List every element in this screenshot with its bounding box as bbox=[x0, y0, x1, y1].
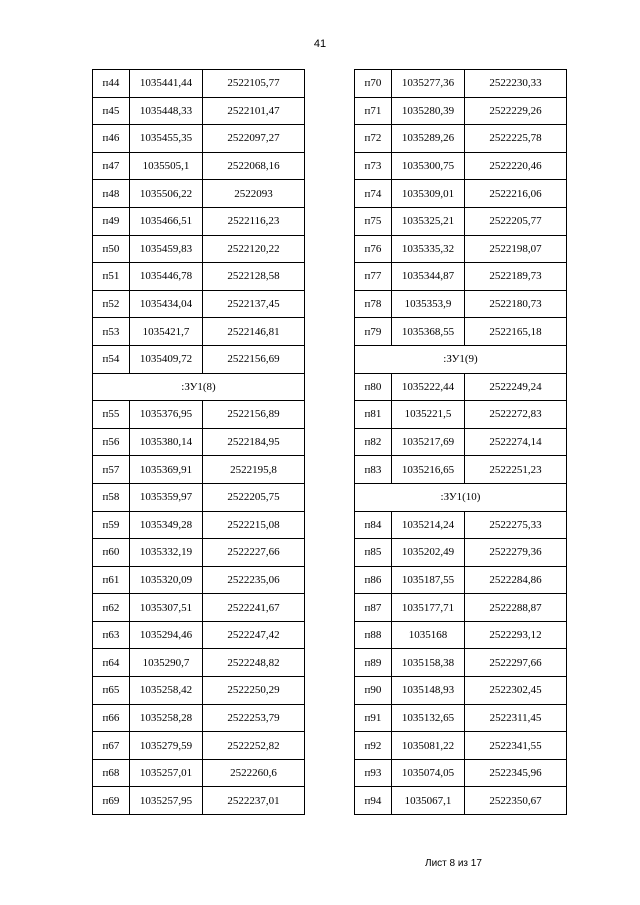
point-id-cell: п93 bbox=[355, 759, 392, 787]
x-coordinate-cell: 1035222,44 bbox=[392, 373, 465, 401]
coordinate-row bbox=[355, 621, 567, 649]
point-id-cell: п80 bbox=[355, 373, 392, 401]
x-coordinate-cell: 1035258,28 bbox=[130, 704, 203, 732]
y-coordinate-cell: 2522105,77 bbox=[203, 70, 305, 98]
y-coordinate-cell: 2522189,73 bbox=[465, 263, 567, 291]
coordinate-row bbox=[93, 511, 305, 539]
coordinate-row bbox=[355, 125, 567, 153]
coordinate-row bbox=[93, 207, 305, 235]
y-coordinate-cell: 2522229,26 bbox=[465, 97, 567, 125]
y-coordinate-cell: 2522302,45 bbox=[465, 677, 567, 705]
point-id-cell: п86 bbox=[355, 566, 392, 594]
coordinate-row bbox=[355, 373, 567, 401]
coordinate-row bbox=[355, 594, 567, 622]
point-id-cell: п58 bbox=[93, 483, 130, 511]
y-coordinate-cell: 2522274,14 bbox=[465, 428, 567, 456]
point-id-cell: п44 bbox=[93, 70, 130, 98]
x-coordinate-cell: 1035359,97 bbox=[130, 483, 203, 511]
point-id-cell: п69 bbox=[93, 787, 130, 815]
x-coordinate-cell: 1035074,05 bbox=[392, 759, 465, 787]
y-coordinate-cell: 2522216,06 bbox=[465, 180, 567, 208]
coordinate-row bbox=[355, 428, 567, 456]
x-coordinate-cell: 1035409,72 bbox=[130, 345, 203, 373]
y-coordinate-cell: 2522120,22 bbox=[203, 235, 305, 263]
point-id-cell: п47 bbox=[93, 152, 130, 180]
x-coordinate-cell: 1035280,39 bbox=[392, 97, 465, 125]
x-coordinate-cell: 1035258,42 bbox=[130, 677, 203, 705]
point-id-cell: п64 bbox=[93, 649, 130, 677]
coordinate-row bbox=[93, 318, 305, 346]
x-coordinate-cell: 1035168 bbox=[392, 621, 465, 649]
x-coordinate-cell: 1035505,1 bbox=[130, 152, 203, 180]
x-coordinate-cell: 1035344,87 bbox=[392, 263, 465, 291]
point-id-cell: п65 bbox=[93, 677, 130, 705]
x-coordinate-cell: 1035325,21 bbox=[392, 207, 465, 235]
coordinate-row bbox=[93, 594, 305, 622]
x-coordinate-cell: 1035448,33 bbox=[130, 97, 203, 125]
point-id-cell: п59 bbox=[93, 511, 130, 539]
x-coordinate-cell: 1035290,7 bbox=[130, 649, 203, 677]
y-coordinate-cell: 2522251,23 bbox=[465, 456, 567, 484]
y-coordinate-cell: 2522297,66 bbox=[465, 649, 567, 677]
y-coordinate-cell: 2522230,33 bbox=[465, 70, 567, 98]
x-coordinate-cell: 1035081,22 bbox=[392, 732, 465, 760]
x-coordinate-cell: 1035132,65 bbox=[392, 704, 465, 732]
x-coordinate-cell: 1035257,01 bbox=[130, 759, 203, 787]
point-id-cell: п85 bbox=[355, 539, 392, 567]
y-coordinate-cell: 2522237,01 bbox=[203, 787, 305, 815]
point-id-cell: п61 bbox=[93, 566, 130, 594]
point-id-cell: п76 bbox=[355, 235, 392, 263]
point-id-cell: п89 bbox=[355, 649, 392, 677]
coordinate-row bbox=[355, 511, 567, 539]
point-id-cell: п54 bbox=[93, 345, 130, 373]
coordinates-table-right bbox=[354, 69, 567, 815]
coordinate-row bbox=[93, 456, 305, 484]
coordinate-row bbox=[93, 483, 305, 511]
point-id-cell: п94 bbox=[355, 787, 392, 815]
point-id-cell: п72 bbox=[355, 125, 392, 153]
y-coordinate-cell: 2522345,96 bbox=[465, 759, 567, 787]
y-coordinate-cell: 2522288,87 bbox=[465, 594, 567, 622]
coordinate-row bbox=[355, 97, 567, 125]
y-coordinate-cell: 2522272,83 bbox=[465, 401, 567, 429]
coordinate-row bbox=[93, 621, 305, 649]
x-coordinate-cell: 1035216,65 bbox=[392, 456, 465, 484]
point-id-cell: п63 bbox=[93, 621, 130, 649]
y-coordinate-cell: 2522350,67 bbox=[465, 787, 567, 815]
x-coordinate-cell: 1035307,51 bbox=[130, 594, 203, 622]
x-coordinate-cell: 1035368,55 bbox=[392, 318, 465, 346]
point-id-cell: п66 bbox=[93, 704, 130, 732]
point-id-cell: п68 bbox=[93, 759, 130, 787]
x-coordinate-cell: 1035217,69 bbox=[392, 428, 465, 456]
point-id-cell: п87 bbox=[355, 594, 392, 622]
point-id-cell: п71 bbox=[355, 97, 392, 125]
x-coordinate-cell: 1035294,46 bbox=[130, 621, 203, 649]
coordinate-row bbox=[355, 152, 567, 180]
x-coordinate-cell: 1035441,44 bbox=[130, 70, 203, 98]
coordinate-row bbox=[355, 290, 567, 318]
point-id-cell: п91 bbox=[355, 704, 392, 732]
y-coordinate-cell: 2522260,6 bbox=[203, 759, 305, 787]
coordinate-row bbox=[355, 263, 567, 291]
coordinate-row bbox=[355, 207, 567, 235]
point-id-cell: п92 bbox=[355, 732, 392, 760]
point-id-cell: п78 bbox=[355, 290, 392, 318]
sheet-footer: Лист 8 из 17 bbox=[425, 858, 482, 869]
x-coordinate-cell: 1035320,09 bbox=[130, 566, 203, 594]
y-coordinate-cell: 2522275,33 bbox=[465, 511, 567, 539]
x-coordinate-cell: 1035202,49 bbox=[392, 539, 465, 567]
coordinate-row bbox=[93, 180, 305, 208]
x-coordinate-cell: 1035148,93 bbox=[392, 677, 465, 705]
coordinate-row bbox=[355, 539, 567, 567]
y-coordinate-cell: 2522250,29 bbox=[203, 677, 305, 705]
section-header-row bbox=[355, 345, 567, 373]
y-coordinate-cell: 2522341,55 bbox=[465, 732, 567, 760]
x-coordinate-cell: 1035177,71 bbox=[392, 594, 465, 622]
y-coordinate-cell: 2522215,08 bbox=[203, 511, 305, 539]
point-id-cell: п45 bbox=[93, 97, 130, 125]
coordinate-row bbox=[355, 566, 567, 594]
coordinate-row bbox=[355, 456, 567, 484]
coordinate-row bbox=[93, 649, 305, 677]
coordinate-row bbox=[93, 125, 305, 153]
coordinate-row bbox=[355, 649, 567, 677]
y-coordinate-cell: 2522184,95 bbox=[203, 428, 305, 456]
y-coordinate-cell: 2522165,18 bbox=[465, 318, 567, 346]
x-coordinate-cell: 1035353,9 bbox=[392, 290, 465, 318]
point-id-cell: п82 bbox=[355, 428, 392, 456]
coordinate-row bbox=[93, 290, 305, 318]
x-coordinate-cell: 1035214,24 bbox=[392, 511, 465, 539]
x-coordinate-cell: 1035221,5 bbox=[392, 401, 465, 429]
y-coordinate-cell: 2522205,77 bbox=[465, 207, 567, 235]
x-coordinate-cell: 1035421,7 bbox=[130, 318, 203, 346]
coordinate-row bbox=[93, 566, 305, 594]
coordinate-row bbox=[355, 180, 567, 208]
y-coordinate-cell: 2522195,8 bbox=[203, 456, 305, 484]
point-id-cell: п53 bbox=[93, 318, 130, 346]
x-coordinate-cell: 1035067,1 bbox=[392, 787, 465, 815]
x-coordinate-cell: 1035446,78 bbox=[130, 263, 203, 291]
y-coordinate-cell: 2522248,82 bbox=[203, 649, 305, 677]
y-coordinate-cell: 2522205,75 bbox=[203, 483, 305, 511]
point-id-cell: п84 bbox=[355, 511, 392, 539]
coordinate-row bbox=[93, 263, 305, 291]
y-coordinate-cell: 2522253,79 bbox=[203, 704, 305, 732]
point-id-cell: п67 bbox=[93, 732, 130, 760]
coordinate-row bbox=[93, 401, 305, 429]
section-header-row bbox=[355, 483, 567, 511]
point-id-cell: п75 bbox=[355, 207, 392, 235]
x-coordinate-cell: 1035277,36 bbox=[392, 70, 465, 98]
y-coordinate-cell: 2522180,73 bbox=[465, 290, 567, 318]
x-coordinate-cell: 1035279,59 bbox=[130, 732, 203, 760]
coordinate-row bbox=[93, 97, 305, 125]
y-coordinate-cell: 2522101,47 bbox=[203, 97, 305, 125]
x-coordinate-cell: 1035369,91 bbox=[130, 456, 203, 484]
x-coordinate-cell: 1035466,51 bbox=[130, 207, 203, 235]
point-id-cell: п88 bbox=[355, 621, 392, 649]
x-coordinate-cell: 1035506,22 bbox=[130, 180, 203, 208]
x-coordinate-cell: 1035459,83 bbox=[130, 235, 203, 263]
section-label: :ЗУ1(10) bbox=[355, 483, 567, 511]
x-coordinate-cell: 1035434,04 bbox=[130, 290, 203, 318]
coordinate-row bbox=[93, 732, 305, 760]
point-id-cell: п56 bbox=[93, 428, 130, 456]
page-number: 41 bbox=[313, 38, 327, 50]
y-coordinate-cell: 2522311,45 bbox=[465, 704, 567, 732]
coordinate-row bbox=[93, 677, 305, 705]
point-id-cell: п74 bbox=[355, 180, 392, 208]
point-id-cell: п49 bbox=[93, 207, 130, 235]
x-coordinate-cell: 1035289,26 bbox=[392, 125, 465, 153]
y-coordinate-cell: 2522284,86 bbox=[465, 566, 567, 594]
y-coordinate-cell: 2522227,66 bbox=[203, 539, 305, 567]
point-id-cell: п90 bbox=[355, 677, 392, 705]
y-coordinate-cell: 2522097,27 bbox=[203, 125, 305, 153]
coordinate-row bbox=[355, 677, 567, 705]
x-coordinate-cell: 1035455,35 bbox=[130, 125, 203, 153]
y-coordinate-cell: 2522247,42 bbox=[203, 621, 305, 649]
point-id-cell: п79 bbox=[355, 318, 392, 346]
point-id-cell: п81 bbox=[355, 401, 392, 429]
x-coordinate-cell: 1035376,95 bbox=[130, 401, 203, 429]
x-coordinate-cell: 1035332,19 bbox=[130, 539, 203, 567]
y-coordinate-cell: 2522220,46 bbox=[465, 152, 567, 180]
coordinate-row bbox=[93, 345, 305, 373]
point-id-cell: п52 bbox=[93, 290, 130, 318]
coordinate-row bbox=[93, 70, 305, 98]
point-id-cell: п51 bbox=[93, 263, 130, 291]
coordinate-row bbox=[355, 318, 567, 346]
x-coordinate-cell: 1035300,75 bbox=[392, 152, 465, 180]
point-id-cell: п46 bbox=[93, 125, 130, 153]
point-id-cell: п70 bbox=[355, 70, 392, 98]
y-coordinate-cell: 2522068,16 bbox=[203, 152, 305, 180]
coordinate-row bbox=[355, 235, 567, 263]
y-coordinate-cell: 2522249,24 bbox=[465, 373, 567, 401]
y-coordinate-cell: 2522146,81 bbox=[203, 318, 305, 346]
point-id-cell: п60 bbox=[93, 539, 130, 567]
y-coordinate-cell: 2522241,67 bbox=[203, 594, 305, 622]
coordinate-row bbox=[93, 235, 305, 263]
point-id-cell: п55 bbox=[93, 401, 130, 429]
point-id-cell: п73 bbox=[355, 152, 392, 180]
y-coordinate-cell: 2522235,06 bbox=[203, 566, 305, 594]
x-coordinate-cell: 1035380,14 bbox=[130, 428, 203, 456]
coordinate-row bbox=[93, 759, 305, 787]
x-coordinate-cell: 1035158,38 bbox=[392, 649, 465, 677]
x-coordinate-cell: 1035309,01 bbox=[392, 180, 465, 208]
coordinate-row bbox=[355, 732, 567, 760]
point-id-cell: п57 bbox=[93, 456, 130, 484]
coordinate-row bbox=[93, 428, 305, 456]
coordinates-table-left bbox=[92, 69, 305, 815]
point-id-cell: п48 bbox=[93, 180, 130, 208]
point-id-cell: п50 bbox=[93, 235, 130, 263]
y-coordinate-cell: 2522225,78 bbox=[465, 125, 567, 153]
y-coordinate-cell: 2522293,12 bbox=[465, 621, 567, 649]
x-coordinate-cell: 1035257,95 bbox=[130, 787, 203, 815]
y-coordinate-cell: 2522198,07 bbox=[465, 235, 567, 263]
coordinate-row bbox=[93, 152, 305, 180]
coordinate-row bbox=[93, 539, 305, 567]
y-coordinate-cell: 2522279,36 bbox=[465, 539, 567, 567]
x-coordinate-cell: 1035335,32 bbox=[392, 235, 465, 263]
y-coordinate-cell: 2522252,82 bbox=[203, 732, 305, 760]
coordinate-row bbox=[93, 704, 305, 732]
y-coordinate-cell: 2522116,23 bbox=[203, 207, 305, 235]
section-label: :ЗУ1(9) bbox=[355, 345, 567, 373]
point-id-cell: п62 bbox=[93, 594, 130, 622]
section-header-row bbox=[93, 373, 305, 401]
section-label: :ЗУ1(8) bbox=[93, 373, 305, 401]
x-coordinate-cell: 1035349,28 bbox=[130, 511, 203, 539]
coordinate-row bbox=[355, 70, 567, 98]
y-coordinate-cell: 2522156,89 bbox=[203, 401, 305, 429]
coordinate-row bbox=[93, 787, 305, 815]
coordinate-row bbox=[355, 704, 567, 732]
coordinate-row bbox=[355, 401, 567, 429]
y-coordinate-cell: 2522128,58 bbox=[203, 263, 305, 291]
point-id-cell: п83 bbox=[355, 456, 392, 484]
x-coordinate-cell: 1035187,55 bbox=[392, 566, 465, 594]
y-coordinate-cell: 2522093 bbox=[203, 180, 305, 208]
coordinate-row bbox=[355, 787, 567, 815]
y-coordinate-cell: 2522137,45 bbox=[203, 290, 305, 318]
y-coordinate-cell: 2522156,69 bbox=[203, 345, 305, 373]
coordinate-row bbox=[355, 759, 567, 787]
point-id-cell: п77 bbox=[355, 263, 392, 291]
